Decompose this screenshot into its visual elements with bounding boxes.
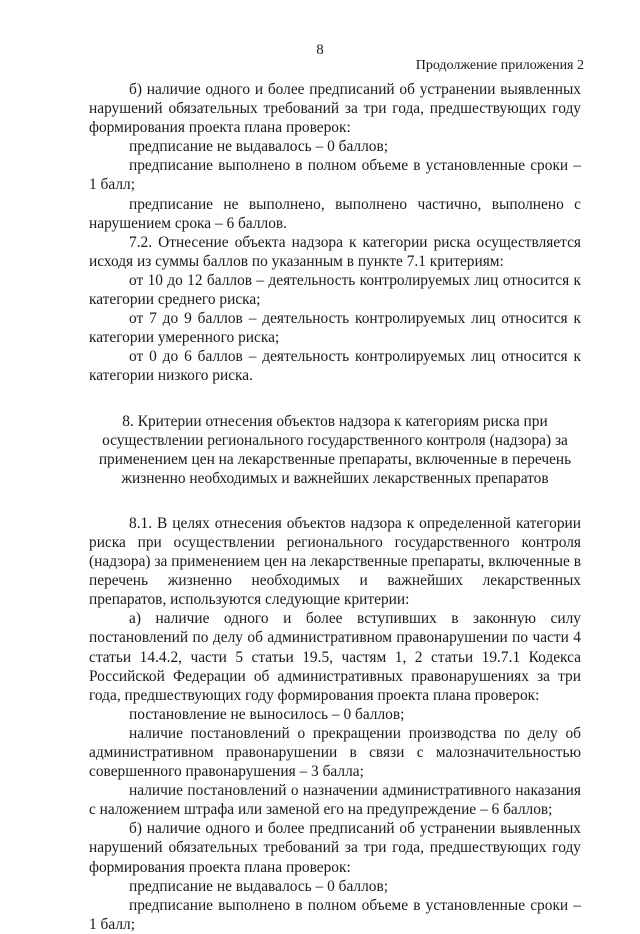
document-body xyxy=(89,80,581,934)
paragraph: предписание выполнено в полном объеме в установленные сроки – 1 балл; xyxy=(89,157,581,194)
paragraph: 8.1. В целях отнесения объектов надзора к определенной категории риска при осуществлении регионального государственного контроля (надзора) за применением цен на лекарственные препараты, включенные в перечень жизненно необходимых и важнейших лекарственных препаратов, используются следующие критерии: xyxy=(89,514,581,609)
paragraph: наличие постановлений о назначении административного наказания с наложением штрафа или заменой его на предупреждение – 6 баллов; xyxy=(89,782,581,819)
paragraph: б) наличие одного и более предписаний об устранении выявленных нарушений обязательных требований за три года, предшествующих году формирования проекта плана проверок: xyxy=(89,81,581,137)
paragraph: предписание не выдавалось – 0 баллов; xyxy=(129,877,389,895)
section-heading: 8. Критерии отнесения объектов надзора к категориям риска при осуществлении регионального государственного контроля (надзора) за применением цен на лекарственные препараты, включенные в перечень жизненно необходимых и важнейших лекарственных препаратов xyxy=(98,412,572,487)
paragraph: от 7 до 9 баллов – деятельность контролируемых лиц относится к категории умеренного риска; xyxy=(89,310,581,347)
paragraph: предписание не выполнено, выполнено частично, выполнено с нарушением срока – 6 баллов. xyxy=(89,195,581,232)
paragraph: постановление не выносилось – 0 баллов; xyxy=(129,705,405,723)
paragraph: предписание не выдавалось – 0 баллов; xyxy=(129,138,389,156)
paragraph: б) наличие одного и более предписаний об устранении выявленных нарушений обязательных требований за три года, предшествующих году формирования проекта плана проверок: xyxy=(89,820,581,876)
paragraph: от 10 до 12 баллов – деятельность контролируемых лиц относится к категории среднего риска; xyxy=(89,271,581,309)
paragraph: 7.2. Отнесение объекта надзора к категории риска осуществляется исходя из суммы баллов по указанным в пункте 7.1 критериям: xyxy=(89,233,581,270)
page-number: 8 xyxy=(316,42,324,58)
appendix-continuation-note: Продолжение приложения 2 xyxy=(415,58,584,73)
paragraph: от 0 до 6 баллов – деятельность контролируемых лиц относится к категории низкого риска. xyxy=(89,348,581,385)
paragraph: наличие постановлений о прекращении производства по делу об административном правонарушении в связи с малозначительностью совершенного правонарушения – 3 балла; xyxy=(89,724,581,781)
paragraph: предписание выполнено в полном объеме в установленные сроки – 1 балл; xyxy=(89,896,581,933)
paragraph: а) наличие одного и более вступивших в законную силу постановлений по делу об административном правонарушении по части 4 статьи 14.4.2, части 5 статьи 19.5, частям 1, 2 статьи 19.7.1 Кодекса Российской Федерации об административных правонарушениях за три года, предшествующих году формирования проекта плана проверок: xyxy=(89,610,581,704)
